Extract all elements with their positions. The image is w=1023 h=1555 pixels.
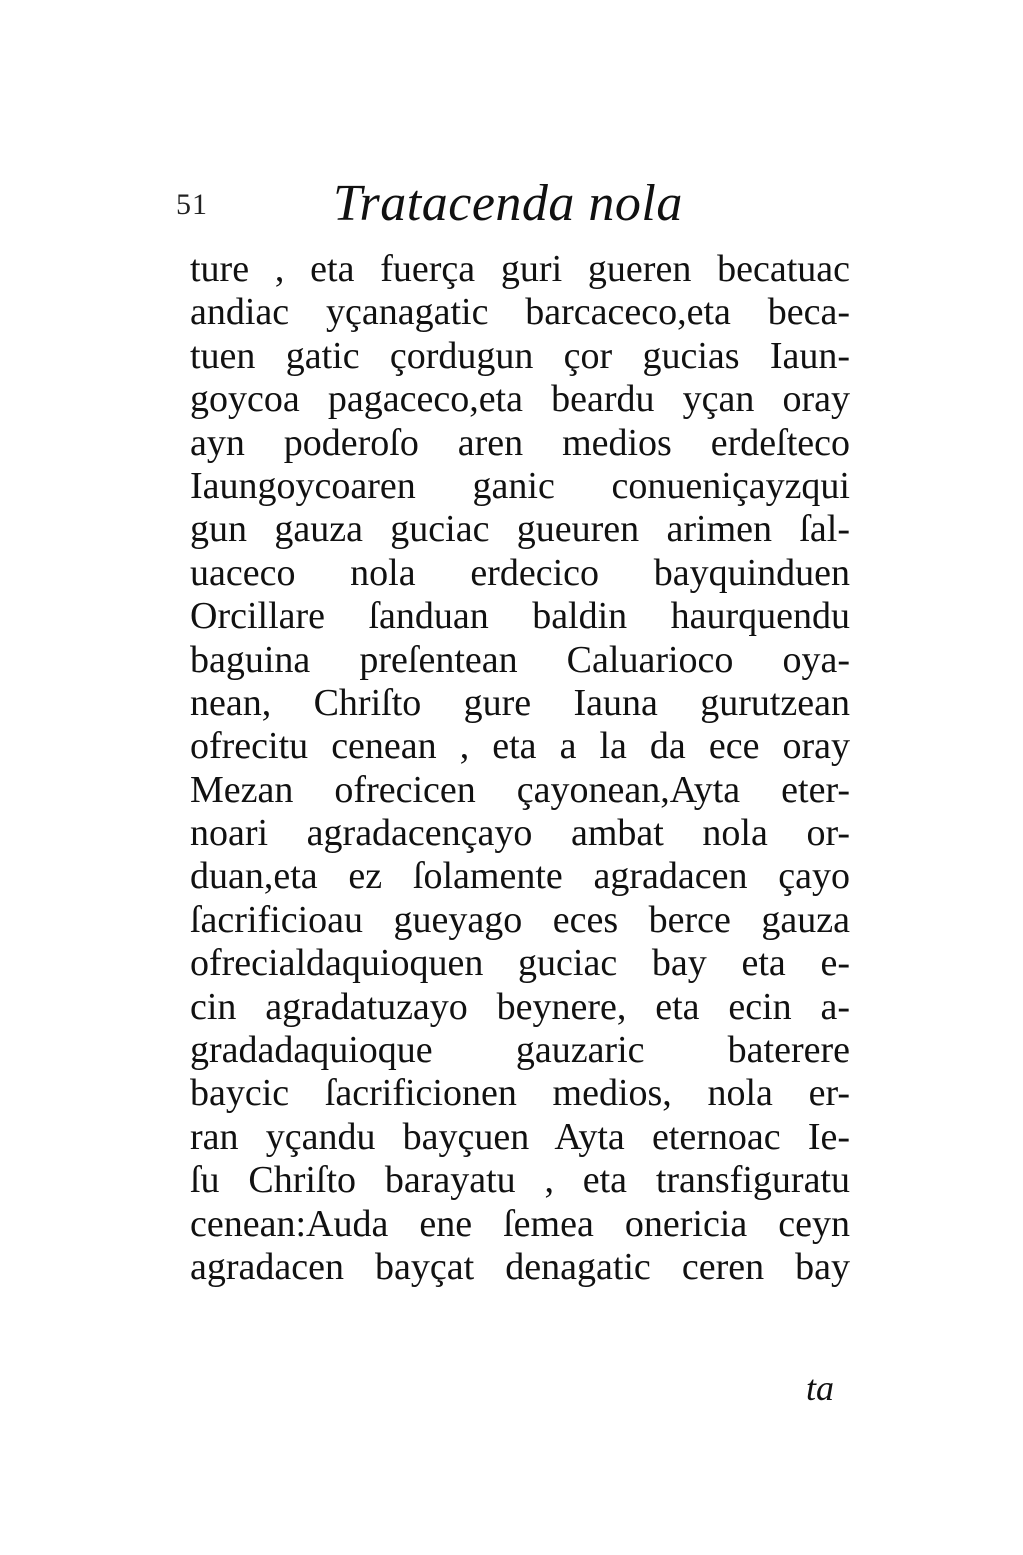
text-line: ofrecitu cenean , eta a la da ece oray — [190, 725, 850, 768]
catchword: ta — [806, 1368, 835, 1408]
running-title: Tratacenda nola — [333, 175, 683, 232]
text-line: ran yçandu bayçuen Ayta eternoac Ie- — [190, 1115, 850, 1158]
text-line: ture , eta fuerça guri gueren becatuac — [190, 248, 850, 290]
text-line: ſu Chriſto barayatu , eta transfiguratu — [190, 1159, 850, 1202]
text-line: gun gauza guciac gueuren arimen ſal- — [190, 508, 850, 551]
text-line: cin agradatuzayo beynere, eta ecin a- — [190, 985, 850, 1028]
text-line: nean, Chriſto gure Iauna gurutzean — [190, 681, 850, 724]
text-line: duan,eta ez ſolamente agradacen çayo — [190, 855, 850, 898]
text-line: ſacrificioau gueyago eces berce gauza — [190, 898, 850, 941]
text-line: goycoa pagaceco,eta beardu yçan oray — [190, 378, 850, 421]
text-line: andiac yçanagatic barcaceco,eta beca- — [190, 291, 850, 334]
text-line: noari agradacençayo ambat nola or- — [190, 812, 850, 855]
text-line: cenean:Auda ene ſemea onericia ceyn — [190, 1202, 850, 1245]
text-line: uaceco nola erdecico bayquinduen — [190, 551, 850, 594]
text-line: ayn poderoſo aren medios erdeſteco — [190, 421, 850, 464]
text-line: tuen gatic çordugun çor gucias Iaun- — [190, 334, 850, 377]
text-line: agradacen bayçat denagatic ceren bay — [190, 1245, 850, 1288]
text-line: gradadaquioque gauzaric baterere — [190, 1029, 850, 1072]
text-line: Mezan ofrecicen çayonean,Ayta eter- — [190, 768, 850, 811]
text-line: baycic ſacrificionen medios, nola er- — [190, 1072, 850, 1115]
body-text — [190, 248, 850, 1289]
text-line: Iaungoycoaren ganic conueniçayzqui — [190, 464, 850, 507]
page-number: 51 — [176, 188, 208, 221]
text-line: ofrecialdaquioquen guciac bay eta e- — [190, 942, 850, 985]
text-line: Orcillare ſanduan baldin haurquendu — [190, 595, 850, 638]
text-line: baguina preſentean Caluarioco oya- — [190, 638, 850, 681]
